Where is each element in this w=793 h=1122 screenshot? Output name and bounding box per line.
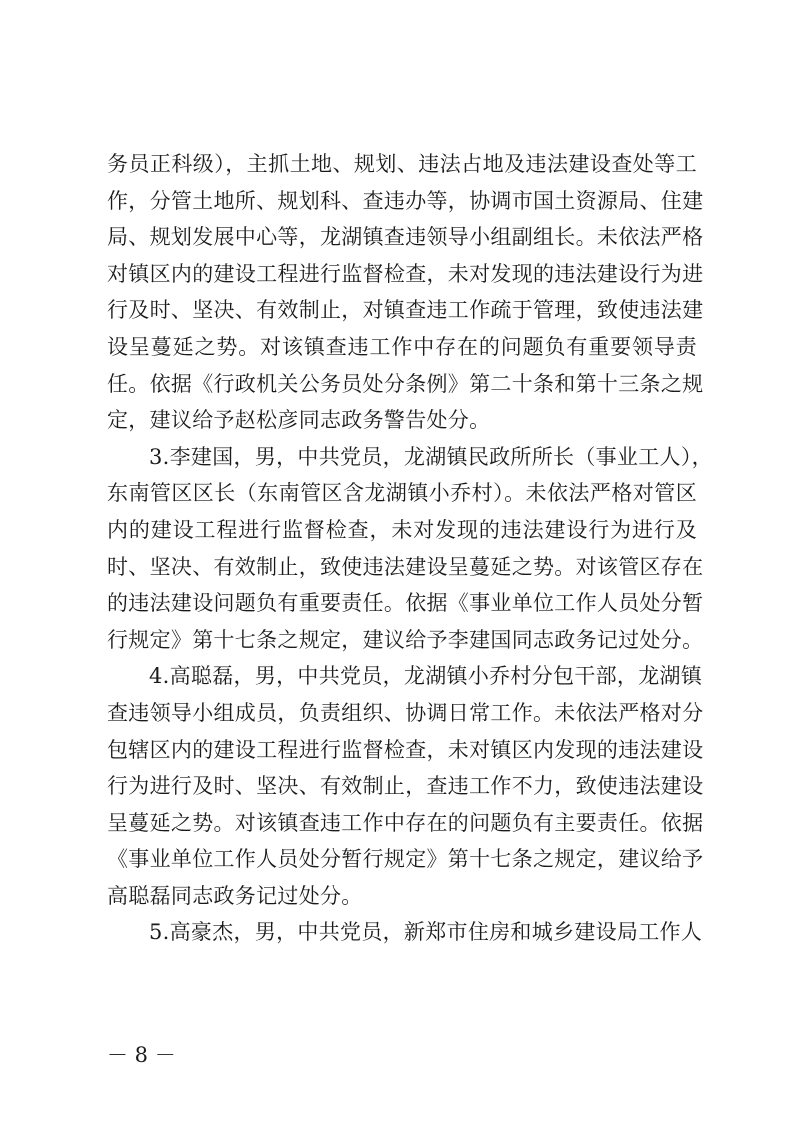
- text-line: 作，分管土地所、规划科、查违办等，协调市国土资源局、住建: [107, 188, 704, 213]
- text-line: 查违领导小组成员，负责组织、协调日常工作。未依法严格对分: [107, 700, 704, 725]
- text-line: 东南管区区长（东南管区含龙湖镇小乔村）。未依法严格对管区: [107, 481, 697, 506]
- paragraph-3-start: 3.李建国，男，中共党员，龙湖镇民政所所长（事业工人），: [149, 444, 713, 469]
- paragraph-5-start: 5.高豪杰，男，中共党员，新郑市住房和城乡建设局工作人: [149, 920, 703, 945]
- text-line: 时、坚决、有效制止，致使违法建设呈蔓延之势。对该管区存在: [107, 554, 704, 579]
- text-line: 行为进行及时、坚决、有效制止，查违工作不力，致使违法建设: [107, 774, 704, 799]
- text-line: 高聪磊同志政务记过处分。: [107, 883, 363, 908]
- text-line: 行及时、坚决、有效制止，对镇查违工作疏于管理，致使违法建: [107, 298, 704, 323]
- page-number: － 8 －: [107, 1043, 176, 1067]
- text-line: 局、规划发展中心等，龙湖镇查违领导小组副组长。未依法严格: [107, 225, 704, 250]
- text-line: 任。依据《行政机关公务员处分条例》第二十条和第十三条之规: [107, 371, 704, 396]
- body-text: [107, 146, 713, 951]
- paragraph-4-start: 4.高聪磊，男，中共党员，龙湖镇小乔村分包干部，龙湖镇: [149, 664, 703, 689]
- text-line: 的违法建设问题负有重要责任。依据《事业单位工作人员处分暂: [107, 591, 704, 616]
- text-line: 务员正科级），主抓土地、规划、违法占地及违法建设查处等工: [107, 152, 697, 176]
- text-line: 包辖区内的建设工程进行监督检查，未对镇区内发现的违法建设: [107, 737, 704, 762]
- text-line: 定，建议给予赵松彦同志政务警告处分。: [107, 408, 491, 433]
- text-line: 对镇区内的建设工程进行监督检查，未对发现的违法建设行为进: [107, 261, 704, 286]
- text-line: 《事业单位工作人员处分暂行规定》第十七条之规定，建议给予: [107, 847, 704, 872]
- text-line: 呈蔓延之势。对该镇查违工作中存在的问题负有主要责任。依据: [107, 810, 704, 835]
- text-line: 设呈蔓延之势。对该镇查违工作中存在的问题负有重要领导责: [107, 334, 697, 359]
- text-line: 内的建设工程进行监督检查，未对发现的违法建设行为进行及: [107, 517, 697, 542]
- text-line: 行规定》第十七条之规定，建议给予李建国同志政务记过处分。: [107, 627, 704, 652]
